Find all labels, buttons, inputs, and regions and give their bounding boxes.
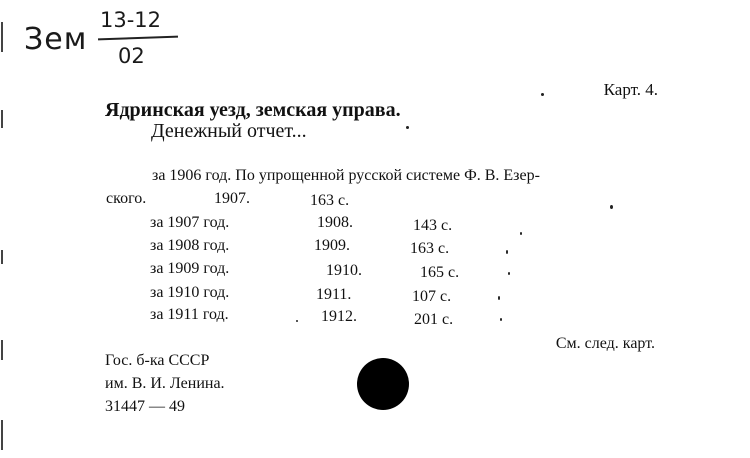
entry-row-label: за 1910 год. xyxy=(150,284,230,301)
card-title: Ядринская уезд, земская управа. xyxy=(105,99,401,121)
card-number: Карт. 4. xyxy=(603,80,658,99)
library-line-1: Гос. б-ка СССР xyxy=(105,352,210,369)
library-line-3: 31447 — 49 xyxy=(105,398,185,415)
left-edge-mark xyxy=(1,420,3,450)
entry-row-count: 143 с. xyxy=(413,217,453,234)
left-edge-mark xyxy=(1,250,3,264)
see-next-note: См. след. карт. xyxy=(555,335,655,352)
left-edge-mark xyxy=(1,340,3,360)
entry-row-count: 201 с. xyxy=(414,311,454,328)
handwritten-numerator: 13-12 xyxy=(100,8,162,32)
entry-row-count: 165 с. xyxy=(420,264,460,281)
ink-speck xyxy=(508,272,510,275)
entry-row-year: 1908. xyxy=(317,214,353,231)
entry-row-count: 163 с. xyxy=(410,240,450,257)
ink-speck xyxy=(541,93,544,96)
handwritten-denominator: 02 xyxy=(118,44,145,68)
entry-row-count: 107 с. xyxy=(412,288,452,305)
ink-speck xyxy=(506,250,508,254)
ink-speck xyxy=(406,126,409,129)
entry-row-year: 1911. xyxy=(316,286,352,303)
ink-speck xyxy=(610,205,613,209)
entry-first-count: 163 с. xyxy=(310,192,350,209)
entry-row-label: за 1907 год. xyxy=(150,214,230,231)
entry-first-cont: ского. xyxy=(106,190,147,207)
ink-speck xyxy=(296,320,298,322)
left-edge-mark xyxy=(1,22,3,52)
ink-speck xyxy=(498,296,500,300)
entry-row-label: за 1911 год. xyxy=(150,306,229,323)
library-line-2: им. В. И. Ленина. xyxy=(105,375,225,392)
ink-speck xyxy=(500,318,502,321)
ink-blot xyxy=(357,358,409,410)
card-subtitle: Денежный отчет... xyxy=(151,120,307,142)
ink-speck xyxy=(520,232,522,235)
entry-row-label: за 1908 год. xyxy=(150,237,230,254)
entry-row-year: 1909. xyxy=(314,237,350,254)
entry-first-line: за 1906 год. По упрощенной русской системе Ф. В. Езер- xyxy=(152,167,540,184)
handwritten-prefix: Зем xyxy=(24,22,88,57)
entry-row-label: за 1909 год. xyxy=(150,260,230,277)
entry-row-year: 1912. xyxy=(321,308,357,325)
entry-row-year: 1910. xyxy=(326,262,362,279)
entry-first-year: 1907. xyxy=(214,190,250,207)
fraction-line xyxy=(98,36,178,41)
left-edge-mark xyxy=(1,110,3,128)
